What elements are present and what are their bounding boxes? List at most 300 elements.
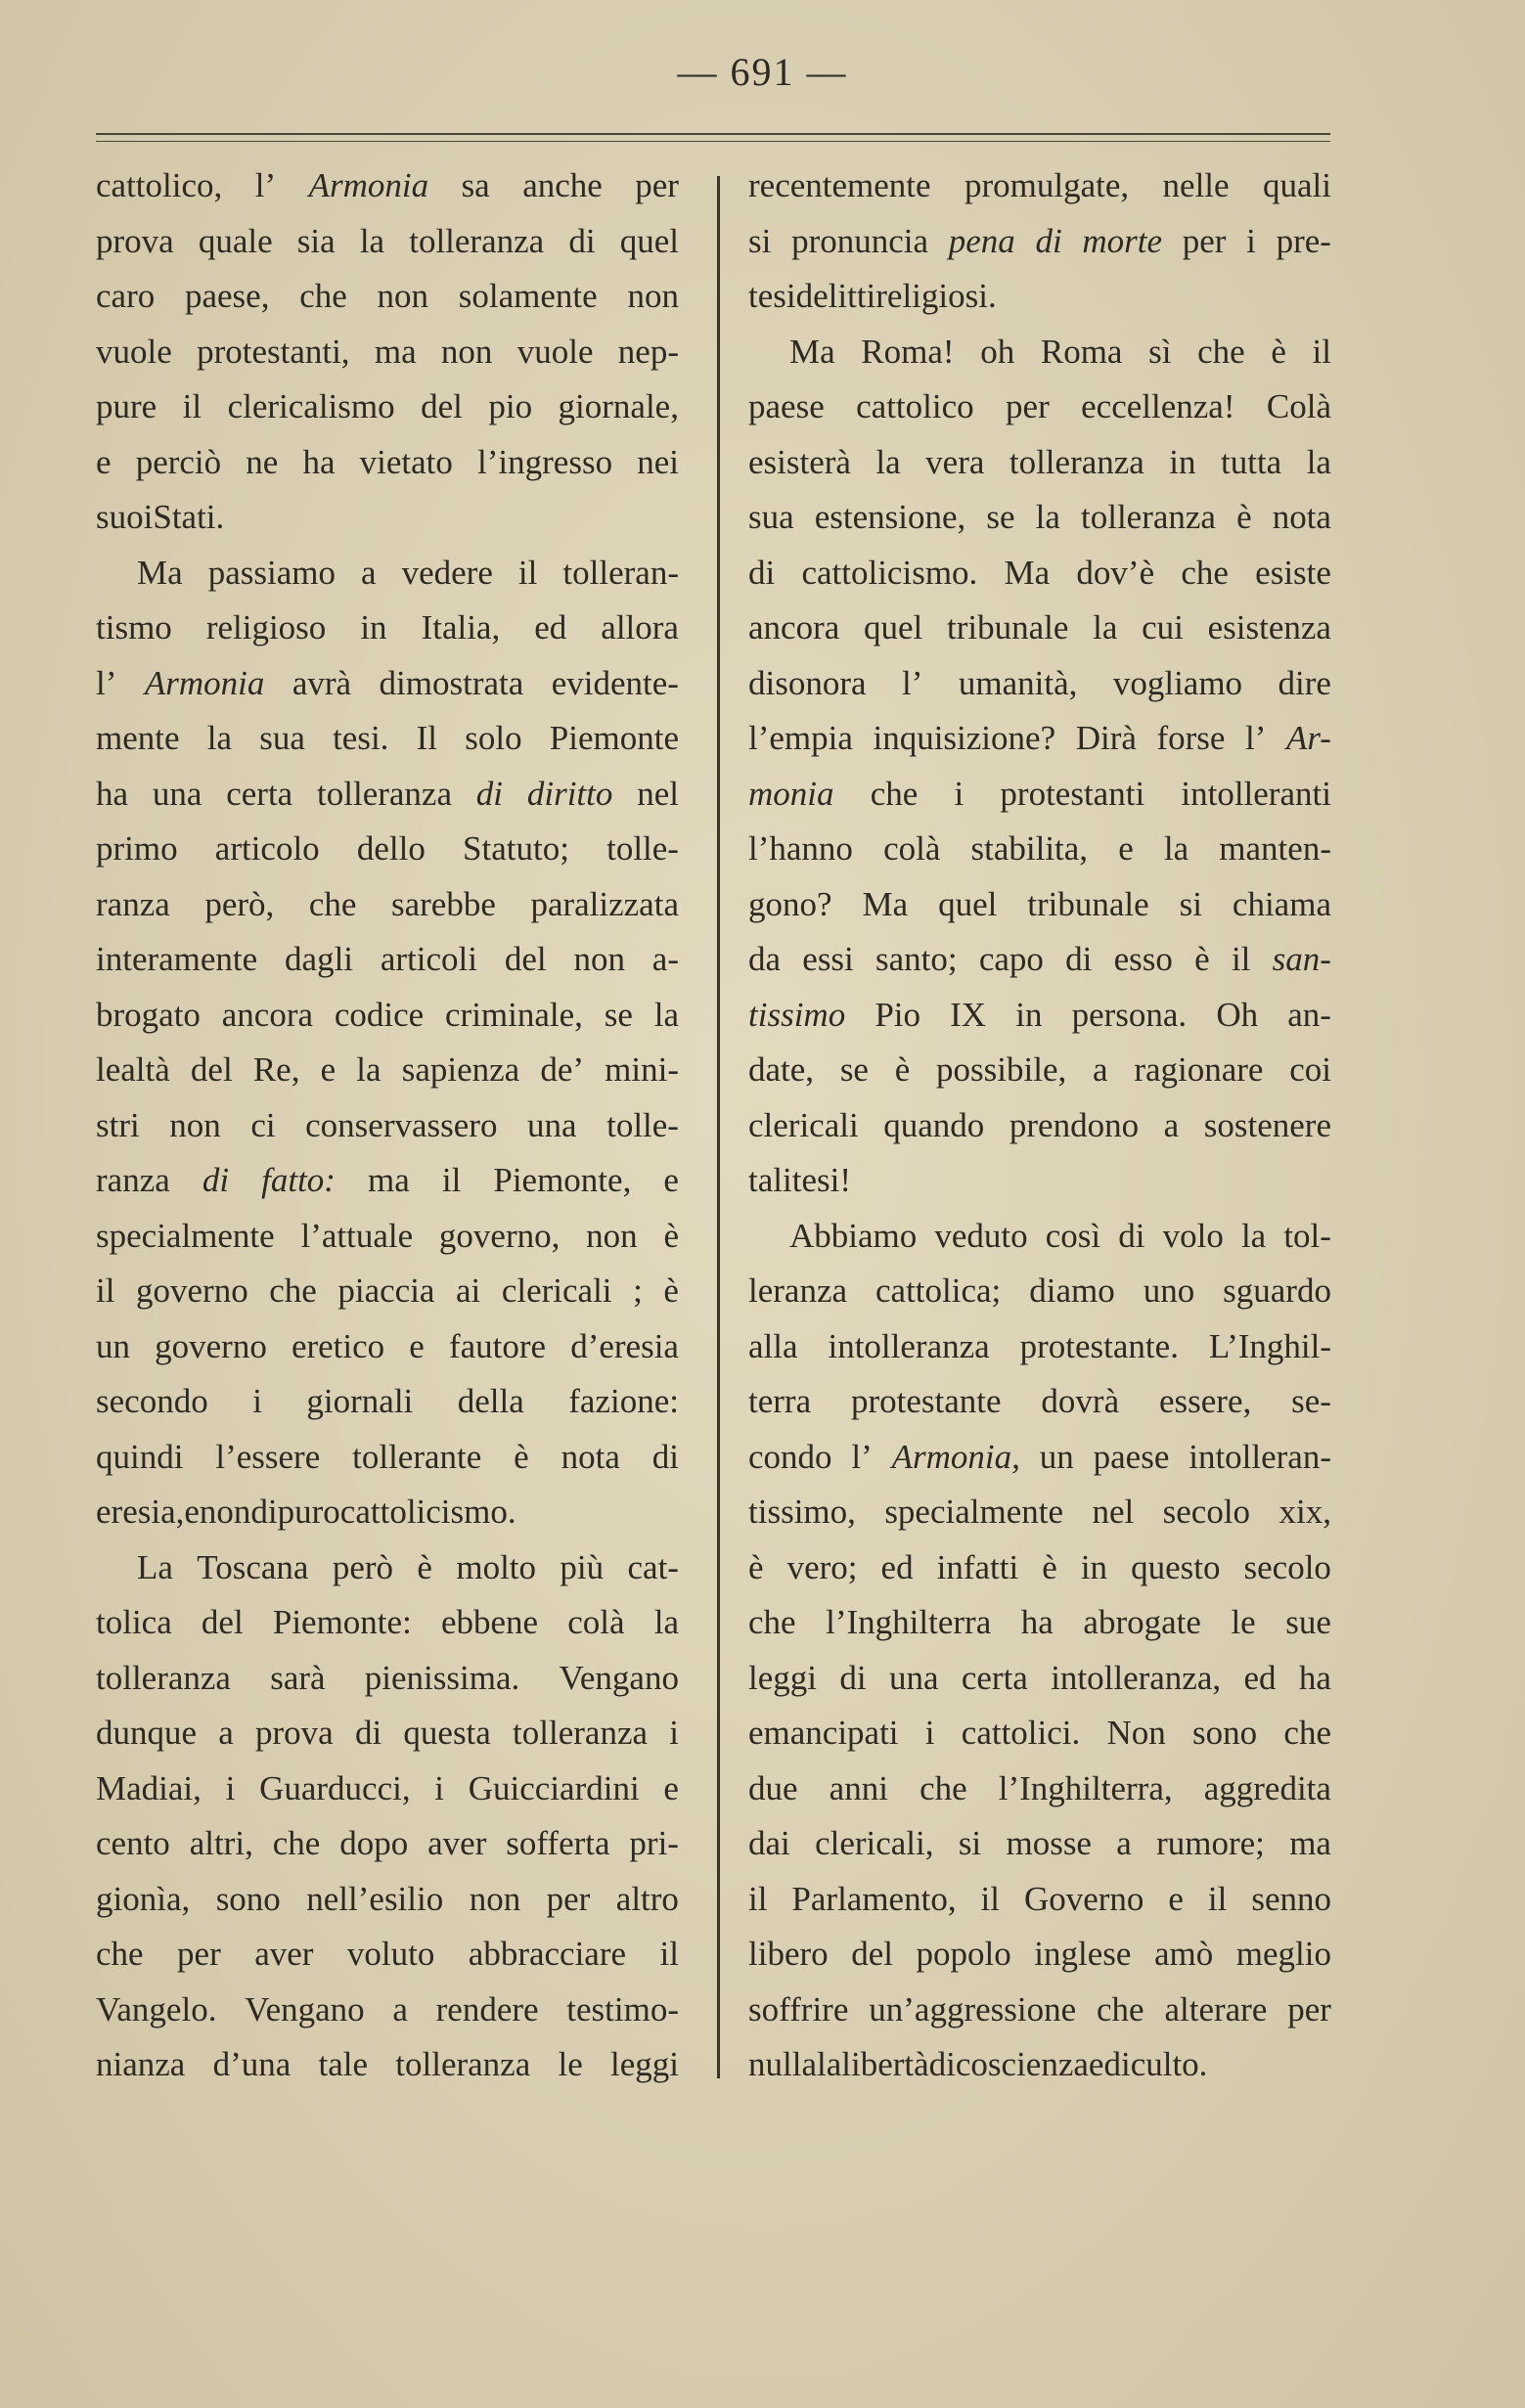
word: quando <box>883 1105 985 1144</box>
word: nei <box>637 442 679 481</box>
word: sarebbe <box>390 884 496 923</box>
word: gono? <box>748 884 832 923</box>
word: oh <box>980 332 1015 371</box>
word: è <box>514 1437 529 1476</box>
word: vero; <box>786 1547 858 1586</box>
text-line <box>748 1927 1331 1983</box>
word: il <box>441 1161 462 1199</box>
text-line <box>748 490 1331 546</box>
italic-word: diritto <box>526 774 613 813</box>
word: ma <box>1289 1824 1331 1862</box>
word: la <box>1035 498 1060 536</box>
word: l’hanno <box>748 829 853 868</box>
text-line <box>748 1651 1331 1707</box>
word: però, <box>204 884 275 923</box>
word: tolleranza <box>317 774 452 813</box>
text-line <box>748 2037 1331 2093</box>
word: in <box>1015 995 1043 1034</box>
word: coscienza <box>955 2045 1089 2083</box>
word: promulgate, <box>964 166 1130 204</box>
text-line <box>96 656 679 712</box>
word: ma <box>374 332 417 371</box>
word: se <box>986 498 1015 536</box>
word: Abbiamo <box>789 1216 918 1255</box>
word: Parlamento, <box>791 1879 957 1918</box>
word: nel <box>1092 1493 1135 1531</box>
word: certa <box>226 774 293 813</box>
text-line <box>748 601 1331 656</box>
text-line <box>748 1872 1331 1928</box>
word: fautore <box>448 1326 547 1365</box>
word: solo <box>465 719 522 757</box>
text-line <box>748 767 1331 823</box>
text-line <box>96 490 679 546</box>
italic-word: san- <box>1272 940 1331 978</box>
word: pio <box>488 387 533 425</box>
word: Statuto; <box>463 829 569 868</box>
word: paralizzata <box>530 884 679 923</box>
word: la <box>359 221 385 260</box>
text-line <box>748 1209 1331 1265</box>
word: quale <box>198 221 273 260</box>
word: dire <box>1278 663 1331 702</box>
word: infatti <box>936 1547 1019 1586</box>
word: altro <box>615 1879 679 1918</box>
text-line <box>748 1264 1331 1319</box>
word: per <box>546 1879 591 1918</box>
word: di <box>1103 2045 1131 2083</box>
word: criminale, <box>445 995 583 1034</box>
word: anche <box>522 166 603 204</box>
word: inglese <box>1034 1935 1132 1973</box>
word: del <box>851 1935 893 1973</box>
word: possibile, <box>936 1050 1067 1089</box>
text-line <box>96 767 679 823</box>
word: le <box>558 2045 583 2083</box>
word: paese <box>748 387 825 425</box>
word: è <box>417 1547 432 1586</box>
header-rule <box>96 133 1330 142</box>
word: la <box>816 2045 842 2083</box>
word: di <box>1118 1216 1145 1255</box>
word: che <box>96 1935 144 1973</box>
word: dunque <box>96 1714 198 1752</box>
word: disonora <box>748 663 867 702</box>
word: il <box>1231 940 1251 978</box>
word: pure <box>96 387 157 425</box>
word: a <box>1163 1105 1180 1144</box>
word: del <box>421 387 463 425</box>
word: tesi. <box>333 719 389 757</box>
word: nota <box>1272 498 1331 536</box>
word: ai <box>456 1271 481 1310</box>
word: clericali <box>501 1271 612 1310</box>
word: tolle- <box>606 1105 679 1144</box>
italic-word: pena <box>948 221 1015 260</box>
word: de’ <box>540 1050 585 1089</box>
word: essere, <box>1159 1382 1252 1420</box>
word: Il <box>416 719 438 757</box>
word: non <box>586 1216 638 1255</box>
word: tolleranza <box>1081 498 1216 536</box>
word: stabilita, <box>970 829 1089 868</box>
word: l’ <box>1245 719 1267 757</box>
word: più <box>560 1547 605 1586</box>
word: gionìa, <box>96 1879 191 1918</box>
text-line <box>96 1595 679 1651</box>
word: un <box>1039 1437 1074 1476</box>
word: ha <box>1298 1658 1331 1697</box>
text-line <box>748 711 1331 767</box>
word: l’Inghilterra <box>826 1603 992 1641</box>
word: che <box>748 1603 796 1641</box>
word: del <box>190 1050 233 1089</box>
word: e <box>96 442 112 481</box>
word: ha <box>302 442 336 481</box>
word: tolleranza <box>96 1658 231 1697</box>
word: sono <box>215 1879 281 1918</box>
word: ; <box>633 1271 643 1310</box>
italic-word: morte <box>1082 221 1163 260</box>
text-line <box>96 379 679 435</box>
word: protestanti, <box>197 332 350 371</box>
word: passiamo <box>207 553 336 592</box>
text-line <box>748 1043 1331 1098</box>
word: amò <box>1153 1935 1214 1973</box>
word: prova <box>96 221 174 260</box>
word: non <box>469 1879 521 1918</box>
word: le <box>1231 1603 1256 1641</box>
word: a <box>1116 1824 1132 1862</box>
word: specialmente <box>884 1493 1064 1531</box>
word: tolleranza <box>395 2045 531 2083</box>
column-divider <box>717 176 720 2078</box>
word: ha <box>1020 1603 1054 1641</box>
word: brogato <box>96 995 201 1034</box>
word: piaccia <box>337 1271 435 1310</box>
word: emancipati <box>748 1714 899 1752</box>
word: che <box>272 1824 321 1862</box>
word: di <box>568 221 596 260</box>
italic-word: Armonia <box>308 166 429 204</box>
word: così <box>1045 1216 1101 1255</box>
word: a <box>392 1989 408 2029</box>
word: il <box>517 553 538 592</box>
word: Ma <box>137 553 183 592</box>
word: quel <box>619 221 679 260</box>
word: sono <box>1192 1714 1258 1752</box>
word: che <box>919 1768 967 1807</box>
word: Piemonte: <box>272 1603 412 1641</box>
word: capo <box>978 940 1044 978</box>
word: alla <box>748 1326 798 1365</box>
word: tolleranza <box>409 221 545 260</box>
word: paese, <box>184 277 270 315</box>
word: leggi <box>748 1658 817 1697</box>
word: di <box>1065 940 1093 978</box>
word: non <box>573 940 625 978</box>
word: cattolici. <box>961 1714 1081 1752</box>
text-line <box>748 1430 1331 1486</box>
word: puro <box>277 1493 340 1531</box>
word: avrà <box>292 663 352 702</box>
word: quindi <box>96 1437 184 1476</box>
text-line <box>96 1319 679 1375</box>
word: e <box>320 1050 336 1089</box>
word: sofferta <box>506 1824 610 1862</box>
word: suoi <box>96 498 154 536</box>
word: culto. <box>1130 2045 1208 2083</box>
word: vera <box>925 442 985 481</box>
word: nianza <box>96 2045 186 2083</box>
word: tesi <box>748 277 796 315</box>
word: forse <box>1156 719 1226 757</box>
word: cui <box>1142 608 1184 647</box>
word: certa <box>961 1658 1028 1697</box>
word: meglio <box>1235 1935 1331 1973</box>
word: protestante. <box>1019 1326 1179 1365</box>
word: ragionare <box>1134 1050 1264 1089</box>
word: esisterà <box>748 442 851 481</box>
text-line <box>748 214 1331 270</box>
word: due <box>748 1768 798 1807</box>
word: cattolica; <box>875 1271 1002 1310</box>
word: tale <box>318 2045 369 2083</box>
word: clericali <box>748 1105 859 1144</box>
word: prova <box>255 1714 334 1752</box>
word: nel <box>637 774 679 813</box>
word: abrogate <box>1083 1603 1201 1641</box>
text-line <box>96 1485 679 1540</box>
word: paese <box>1093 1437 1170 1476</box>
word: dopo <box>339 1824 409 1862</box>
italic-word: monia <box>748 774 834 813</box>
word: voluto <box>346 1935 435 1973</box>
word: se <box>604 995 633 1034</box>
text-line <box>96 1209 679 1265</box>
word: una <box>888 1658 939 1697</box>
word: di <box>928 2045 956 2083</box>
word: quel <box>864 608 923 647</box>
word: nulla <box>748 2045 817 2083</box>
word: e <box>1118 829 1134 868</box>
text-line <box>748 435 1331 491</box>
text-line <box>96 269 679 325</box>
word: primo <box>96 829 178 868</box>
word: interamente <box>96 940 258 978</box>
word: pre- <box>1276 221 1331 260</box>
word: è <box>663 1216 679 1255</box>
word: an- <box>1287 995 1331 1034</box>
text-line <box>748 1761 1331 1817</box>
word: tissimo, <box>748 1493 856 1531</box>
text-line <box>96 988 679 1044</box>
word: di <box>839 1658 867 1697</box>
word: questa <box>403 1714 491 1752</box>
word: essi <box>802 940 854 978</box>
word: sua <box>259 719 305 757</box>
word: è <box>748 1547 764 1586</box>
word: che <box>870 774 919 813</box>
word: articolo <box>214 829 320 868</box>
word: recentemente <box>748 166 931 204</box>
word: cento <box>96 1824 170 1862</box>
word: di <box>748 553 776 592</box>
text-line <box>96 1098 679 1154</box>
word: Pio <box>875 995 921 1034</box>
word: sarà <box>270 1658 326 1697</box>
word: protestanti <box>1000 774 1145 813</box>
word: Guicciardini <box>468 1768 640 1807</box>
text-line <box>748 546 1331 602</box>
word: secondo <box>96 1382 208 1420</box>
word: codice <box>334 995 425 1034</box>
word: uno <box>1143 1271 1195 1310</box>
text-line <box>96 1043 679 1098</box>
italic-word: fatto: <box>261 1161 336 1199</box>
word: IX <box>950 995 987 1034</box>
text-line <box>96 1153 679 1209</box>
word: la <box>1163 829 1189 868</box>
word: sia <box>296 221 336 260</box>
word: Vengano <box>245 1989 365 2029</box>
word: in <box>1080 1547 1108 1586</box>
text-line <box>748 1540 1331 1596</box>
word: per <box>1006 387 1050 425</box>
word: clericali, <box>815 1824 934 1862</box>
word: che <box>1197 332 1245 371</box>
text-line <box>96 325 679 380</box>
italic-word: Armonia <box>144 663 265 702</box>
word: non <box>199 1493 251 1531</box>
word: Ma <box>1004 553 1051 592</box>
word: tolle- <box>606 829 679 868</box>
word: mosse <box>1006 1824 1092 1862</box>
word: pienissima. <box>364 1658 520 1697</box>
word: che <box>1097 1989 1144 2029</box>
word: Ma <box>789 332 835 371</box>
word: estensione, <box>814 498 966 536</box>
word: tribunale <box>947 608 1069 647</box>
italic-word: di <box>475 774 504 813</box>
word: solamente <box>458 277 598 315</box>
word: è <box>1194 940 1210 978</box>
word: mente <box>96 719 180 757</box>
word: Piemonte, <box>493 1161 632 1199</box>
word: volo <box>1162 1216 1224 1255</box>
text-line <box>96 601 679 656</box>
word: date, <box>748 1050 815 1089</box>
word: di <box>651 1437 679 1476</box>
text-line <box>96 877 679 933</box>
word: Oh <box>1216 995 1259 1034</box>
word: abbracciare <box>468 1935 627 1973</box>
word: condo <box>748 1437 832 1476</box>
word: il <box>1312 332 1331 371</box>
text-line <box>748 877 1331 933</box>
text-line <box>96 1872 679 1928</box>
word: eretico <box>291 1326 385 1365</box>
word: rendere <box>435 1989 539 2029</box>
word: si <box>958 1824 982 1862</box>
word: e <box>1168 1879 1184 1918</box>
word: del <box>504 940 547 978</box>
word: cattolico, <box>96 166 223 204</box>
text-line <box>96 1816 679 1872</box>
word: di <box>250 1493 278 1531</box>
word: a <box>1093 1050 1108 1089</box>
word: vuole <box>516 332 594 371</box>
word: sguardo <box>1223 1271 1331 1310</box>
word: tesi! <box>791 1161 851 1199</box>
word: prendono <box>1009 1105 1140 1144</box>
word: intolleranza, <box>1051 1658 1222 1697</box>
word: questo <box>1131 1547 1221 1586</box>
word: tolleran- <box>562 553 679 592</box>
word: è <box>1042 1547 1057 1586</box>
word: l’attuale <box>300 1216 414 1255</box>
word: pri- <box>629 1824 679 1862</box>
word: l’ <box>254 166 277 204</box>
word: inquisizione? <box>873 719 1056 757</box>
word: alterare <box>1164 1989 1268 2029</box>
right-column <box>748 158 1331 2093</box>
word: in <box>360 608 387 647</box>
word: terra <box>748 1382 812 1420</box>
word: xix, <box>1278 1493 1331 1531</box>
word: Vengano <box>559 1658 679 1697</box>
word: per <box>177 1935 221 1973</box>
word: tolleranza <box>1009 442 1144 481</box>
word: sua <box>748 498 794 536</box>
word: tol- <box>1283 1216 1331 1255</box>
word: a <box>218 1714 234 1752</box>
word: lealtà <box>96 1050 170 1089</box>
word: Madiai, <box>96 1768 202 1807</box>
word: ed <box>880 1547 914 1586</box>
word: nelle <box>1162 166 1230 204</box>
word: libero <box>748 1935 829 1973</box>
text-line <box>748 822 1331 877</box>
word: dello <box>356 829 426 868</box>
word: specialmente <box>96 1216 275 1255</box>
text-line <box>96 214 679 270</box>
word: i <box>434 1768 445 1807</box>
word: vuole <box>96 332 172 371</box>
word: è <box>1271 332 1286 371</box>
word: ma <box>368 1161 410 1199</box>
word: tolica <box>96 1603 172 1641</box>
word: e <box>663 1161 679 1199</box>
word: governo <box>155 1326 267 1365</box>
word: popolo <box>916 1935 1011 1973</box>
word: ebbene <box>440 1603 539 1641</box>
word: stri <box>96 1105 140 1144</box>
word: intolleranza <box>828 1326 990 1365</box>
word: libertà <box>841 2045 929 2083</box>
word: religiosi. <box>875 277 997 315</box>
word: sostenere <box>1203 1105 1331 1144</box>
word: giornale, <box>558 387 679 425</box>
word: il <box>748 1879 768 1918</box>
italic-word: Armonia, <box>891 1437 1020 1476</box>
word: la <box>356 1050 381 1089</box>
text-line <box>748 379 1331 435</box>
word: umanità, <box>958 663 1078 702</box>
italic-word: Ar- <box>1285 719 1331 757</box>
word: testimo- <box>566 1989 679 2029</box>
word: ne <box>246 442 279 481</box>
